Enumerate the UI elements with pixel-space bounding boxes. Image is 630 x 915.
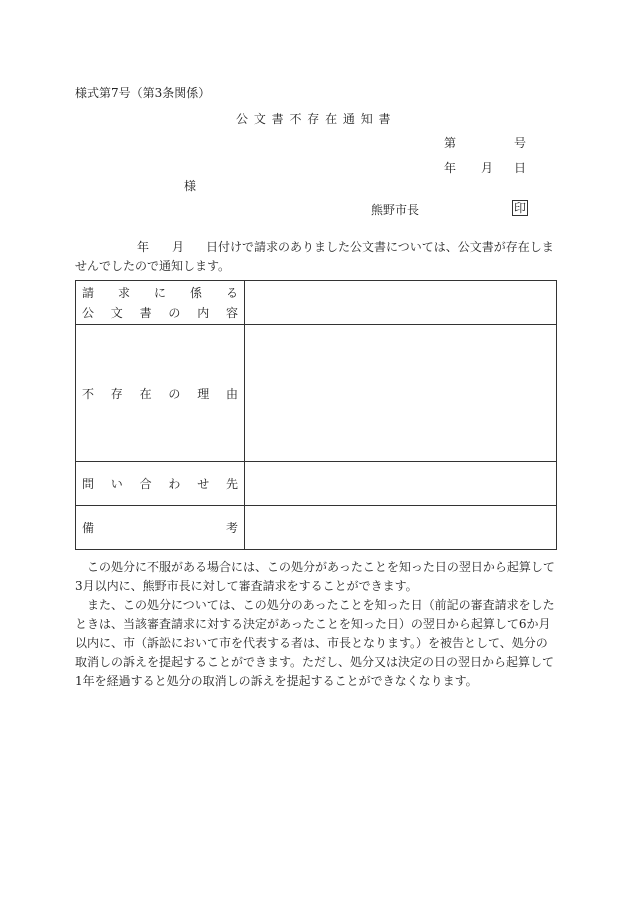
requested-documents-field[interactable] bbox=[245, 281, 557, 325]
table-row bbox=[76, 506, 557, 550]
notice-paragraph-lawsuit: また、この処分については、この処分のあったことを知った日（前記の審査請求をしたときは、当該審査請求に対する決定があったことを知った日）の翌日から起算して6か月以内に、市（訴訟において市を代表する者は、市長となります。）を被告として、処分の取消しの訴えを提起することができます。ただし、処分又は決定の日の翌日から起算して1年を経過すると処分の取消しの訴えを提起することができなくなります。 bbox=[75, 598, 555, 688]
intro-text-line1: 日付けで請求のありました公文書については、公文書が存在しま bbox=[206, 240, 554, 254]
row-label-nonexistence-reason bbox=[76, 325, 245, 462]
label-char: 問 bbox=[82, 477, 95, 491]
label-char: 内 bbox=[197, 306, 210, 320]
number-suffix: 号 bbox=[514, 136, 527, 150]
date-month: 月 bbox=[481, 161, 494, 175]
seal-stamp bbox=[512, 200, 528, 216]
date-year: 年 bbox=[444, 161, 457, 175]
label-char: 不 bbox=[82, 386, 95, 401]
label-char: 考 bbox=[225, 521, 238, 535]
intro-year: 年 bbox=[137, 240, 150, 254]
remarks-field[interactable] bbox=[245, 506, 557, 550]
label-char: 存 bbox=[110, 386, 123, 401]
label-char: 求 bbox=[117, 286, 130, 300]
date-day: 日 bbox=[514, 161, 527, 175]
label-char: の bbox=[168, 306, 181, 320]
label-char: 合 bbox=[139, 477, 152, 491]
label-line bbox=[82, 304, 238, 321]
label-char: に bbox=[153, 286, 166, 300]
addressee-honorific: 様 bbox=[184, 179, 197, 193]
form-table bbox=[75, 280, 557, 550]
label-line bbox=[82, 385, 238, 402]
label-char: 書 bbox=[139, 306, 152, 320]
row-label-remarks bbox=[76, 506, 245, 550]
label-char: 容 bbox=[225, 306, 238, 320]
label-char: の bbox=[168, 386, 181, 401]
label-line bbox=[82, 519, 238, 536]
label-char: 先 bbox=[225, 477, 238, 491]
seal-mark: 印 bbox=[514, 201, 527, 215]
row-label-requested-documents bbox=[76, 281, 245, 325]
form-number: 様式第7号（第3条関係） bbox=[75, 86, 211, 100]
intro-month: 月 bbox=[172, 240, 185, 254]
intro-text-line2: せんでしたので通知します。 bbox=[75, 259, 231, 273]
label-char: る bbox=[225, 286, 238, 300]
label-char: 係 bbox=[189, 286, 202, 300]
notice-paragraph-review-request: この処分に不服がある場合には、この処分があったことを知った日の翌日から起算して3月以内に、熊野市長に対して審査請求をすることができます。 bbox=[75, 560, 555, 593]
issuer-name: 熊野市長 bbox=[371, 203, 420, 217]
label-line bbox=[82, 475, 238, 492]
label-char: 公 bbox=[82, 306, 95, 320]
appeal-notice bbox=[75, 558, 557, 691]
label-char: 在 bbox=[139, 386, 152, 401]
label-char: せ bbox=[197, 477, 210, 491]
document-title: 公 文 書 不 存 在 通 知 書 bbox=[236, 112, 392, 126]
row-label-contact bbox=[76, 462, 245, 506]
table-row bbox=[76, 325, 557, 462]
number-prefix: 第 bbox=[444, 136, 457, 150]
label-char: 文 bbox=[110, 306, 123, 320]
label-char: 理 bbox=[197, 386, 210, 401]
label-char: 備 bbox=[82, 521, 95, 535]
label-char: わ bbox=[168, 477, 181, 491]
label-char: 請 bbox=[82, 286, 95, 300]
label-char: 由 bbox=[225, 386, 238, 401]
nonexistence-reason-field[interactable] bbox=[245, 325, 557, 462]
label-line bbox=[82, 284, 238, 301]
contact-field[interactable] bbox=[245, 462, 557, 506]
label-char: い bbox=[110, 477, 123, 491]
table-row bbox=[76, 281, 557, 325]
table-row bbox=[76, 462, 557, 506]
